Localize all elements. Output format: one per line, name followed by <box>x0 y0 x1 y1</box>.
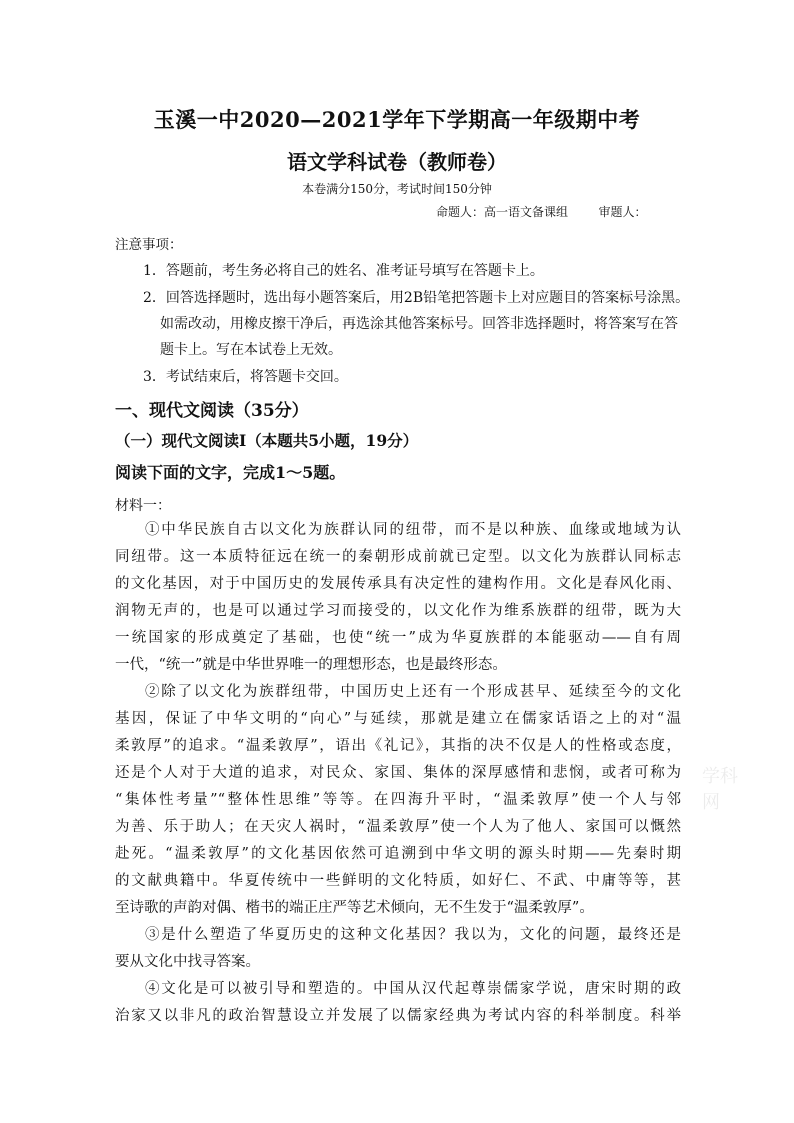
passage-line: 一代，“统一”就是中华世界唯一的理想形态，也是最终形态。 <box>115 657 507 673</box>
passage-line: 柔敦厚”的追求。“温柔敦厚”，语出《礼记》，其指的决不仅是人的性格或态度， <box>115 738 681 754</box>
passage-line: 还是个人对于大道的追求，对民众、家国、集体的深厚感情和悲悯，或者可称为 <box>115 765 681 781</box>
passage-line: ④文化是可以被引导和塑造的。中国从汉代起尊崇儒家学说，唐宋时期的政 <box>145 981 681 997</box>
material-label: 材料一： <box>115 498 171 514</box>
sub-section-title: （一）现代文阅读Ⅰ（本题共5小题，19分） <box>115 431 419 450</box>
reading-instruction: 阅读下面的文字，完成1～5题。 <box>115 463 346 482</box>
passage-line: 润物无声的，也是可以通过学习而接受的，以文化作为维系族群的纽带，既为大 <box>115 603 681 619</box>
passage-line: ①中华民族自古以文化为族群认同的纽带，而不是以种族、血缘或地域为认 <box>145 522 681 538</box>
passage-line: 基因，保证了中华文明的“向心”与延续，那就是建立在儒家话语之上的对“温 <box>115 711 681 727</box>
passage-line: ③是什么塑造了华夏历史的这种文化基因？我以为，文化的问题，最终还是 <box>145 927 681 943</box>
watermark: 学科网 <box>702 766 738 813</box>
passage-line: 的文献典籍中。华夏传统中一些鲜明的文化特质，如好仁、不武、中庸等等，甚 <box>115 873 681 889</box>
passage-line: 治家又以非凡的政治智慧设立并发展了以儒家经典为考试内容的科举制度。科举 <box>115 1008 681 1024</box>
note-item: 2．回答选择题时，选出每小题答案后，用2B铅笔把答题卡上对应题目的答案标号涂黑。 <box>143 290 690 306</box>
passage-line: 至诗歌的声韵对偶、楷书的端正庄严等艺术倾向，无不生发于“温柔敦厚”。 <box>115 900 594 916</box>
note-item: 如需改动，用橡皮擦干净后，再选涂其他答案标号。回答非选择题时，将答案写在答 <box>160 316 678 332</box>
exam-authors: 命题人：高一语文备课组 审题人： <box>436 205 647 219</box>
passage-line: ②除了以文化为族群纽带，中国历史上还有一个形成甚早、延续至今的文化 <box>145 684 681 700</box>
passage-line: “集体性考量”“整体性思维”等等。在四海升平时，“温柔敦厚”使一个人与邻 <box>115 792 681 808</box>
passage-line: 的文化基因，对于中国历史的发展传承具有决定性的建构作用。文化是春风化雨、 <box>115 576 681 592</box>
passage-line: 赴死。“温柔敦厚”的文化基因依然可追溯到中华文明的源头时期——先秦时期 <box>115 846 681 862</box>
note-item: 1．答题前，考生务必将自己的姓名、准考证号填写在答题卡上。 <box>143 263 544 279</box>
exam-subtitle: 语文学科试卷（教师卷） <box>287 150 507 174</box>
note-item: 题卡上。写在本试卷上无效。 <box>160 342 342 358</box>
passage-line: 为善、乐于助人；在天灾人祸时，“温柔敦厚”使一个人为了他人、家国可以慨然 <box>115 819 681 835</box>
passage-line: 一统国家的形成奠定了基础，也使“统一”成为华夏族群的本能驱动——自有周 <box>115 630 681 646</box>
passage-line: 同纽带。这一本质特征远在统一的秦朝形成前就已定型。以文化为族群认同标志 <box>115 549 681 565</box>
passage-line: 要从文化中找寻答案。 <box>115 954 260 970</box>
part-title: 一、现代文阅读（35分） <box>115 401 309 421</box>
note-item: 3．考试结束后，将答题卡交回。 <box>143 369 348 385</box>
exam-title: 玉溪一中2020—2021学年下学期高一年级期中考 <box>153 107 641 132</box>
exam-info: 本卷满分150分，考试时间150分钟 <box>302 182 492 196</box>
notes-heading: 注意事项： <box>115 237 183 253</box>
